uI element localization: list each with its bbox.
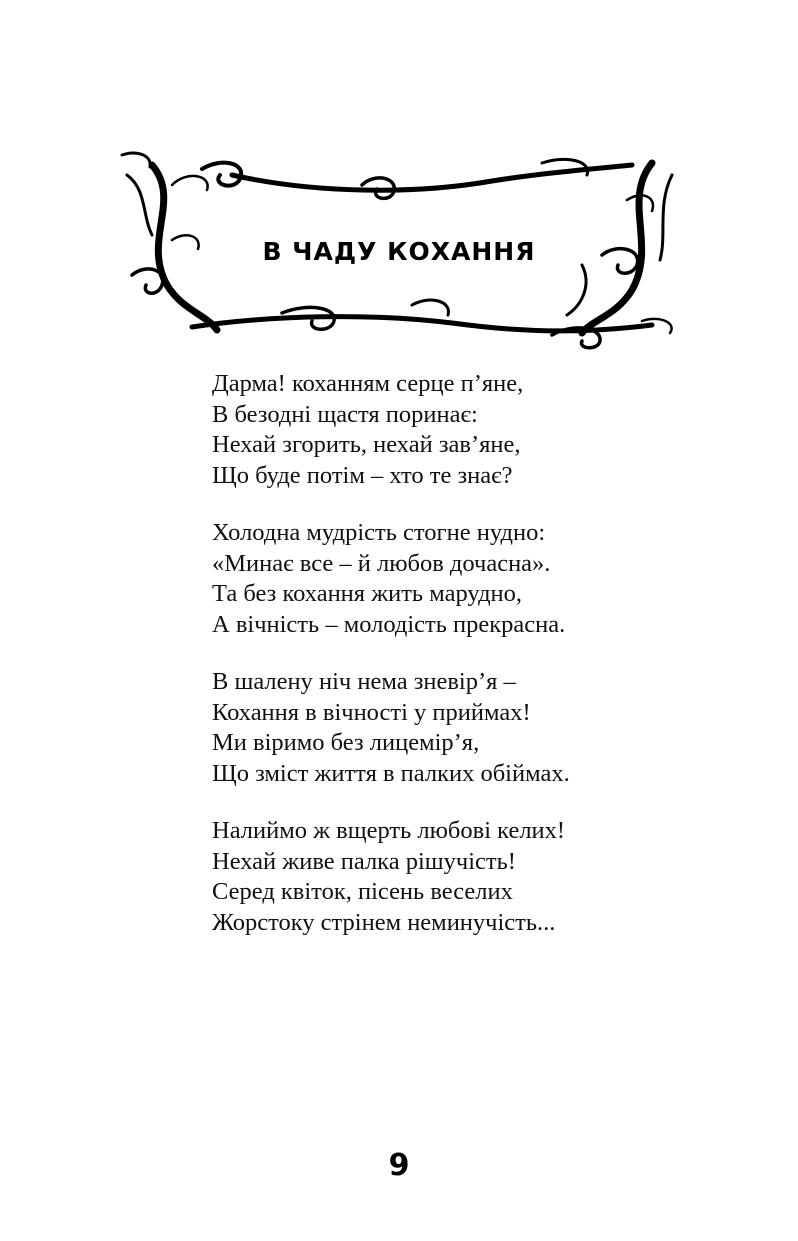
poem-line: Ми віримо без лицемір’я, [212, 729, 480, 756]
stanza-3 [212, 667, 772, 789]
poem-line: В безодні щастя поринає: [212, 400, 478, 428]
poem-line: Що зміст життя в палких обіймах. [212, 759, 570, 787]
poem-line: В шалену ніч нема зневір’я – [212, 668, 516, 695]
poem-line: Кохання в вічності у приймах! [212, 698, 531, 726]
poem-line: Дарма! коханням серце п’яне, [212, 370, 524, 397]
poem-line: Та без кохання жить марудно, [212, 580, 523, 607]
title-ornamental-frame [112, 145, 686, 355]
poem-line: Налиймо ж вщерть любові келих! [212, 817, 566, 844]
poem-line: Холодна мудрість стогне нудно: [212, 519, 546, 546]
stanza-4 [212, 816, 772, 938]
poem-line: Нехай згорить, нехай зав’яне, [212, 431, 521, 458]
poem-line: Серед квіток, пісень веселих [212, 878, 513, 905]
stanza-1 [212, 369, 772, 491]
poem-line: Нехай живе палка рішучість! [212, 847, 516, 875]
poem-title: В ЧАДУ КОХАННЯ [262, 237, 536, 266]
poem-line: А вічність – молодість прекрасна. [212, 610, 566, 638]
page-number: 9 [388, 1148, 410, 1183]
poem-line: «Минає все – й любов дочасна». [212, 549, 551, 577]
poem-line: Жорстоку стрінем неминучість... [212, 908, 556, 936]
stanza-2 [212, 518, 772, 640]
poem-line: Що буде потім – хто те знає? [212, 461, 513, 489]
poem-body [212, 369, 772, 965]
